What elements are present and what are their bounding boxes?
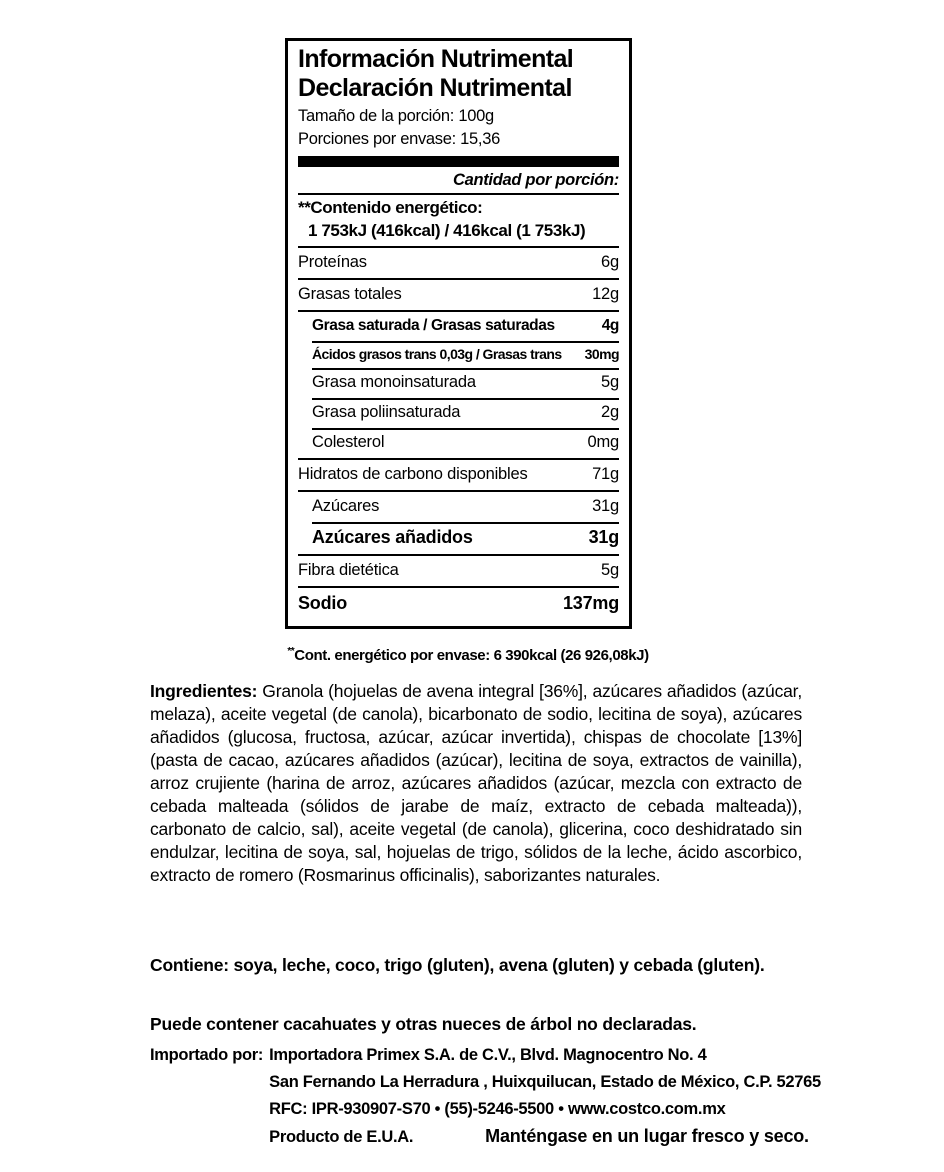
nutrient-label: Hidratos de carbono disponibles: [298, 464, 528, 483]
energy-content-title: **Contenido energético:: [298, 197, 483, 217]
importer-line-3: RFC: IPR-930907-S70 • (55)-5246-5500 • www.costco.com.mx: [269, 1100, 726, 1118]
panel-title-line2: Declaración Nutrimental: [298, 73, 572, 102]
nutrient-label: Ácidos grasos trans 0,03g / Grasas trans: [312, 345, 562, 362]
importer-line-1: Importadora Primex S.A. de C.V., Blvd. Magnocentro No. 4: [269, 1046, 707, 1064]
nutrient-row-trans-fat: [298, 341, 619, 368]
ingredients-text: Granola (hojuelas de avena integral [36%], azúcares añadidos (azúcar, melaza), aceite vegetal (de canola), bicarbonato de sodio, lecitina de soya), azúcares añadidos (glucosa, fructosa, azúcar, azúcar invertida), chispas de chocolate [13%] (pasta de cacao, azúcares añadidos (azúcar), lecitina de soya, extractos de vainilla), arroz crujiente (harina de arroz, azúcares añadidos (azúcar, mezcla con extracto de cebada malteada (sólidos de jarabe de maíz, extracto de cebada malteada)), carbonato de calcio, sal), aceite vegetal (de canola), glicerina, coco deshidratado sin endulzar, lecitina de soya, sal, hojuelas de trigo, sólidos de la leche, ácido ascorbico, extracto de romero (Rosmarinus officinalis), saborizantes naturales.: [150, 681, 802, 885]
nutrient-row-saturated-fat: [298, 310, 619, 341]
nutrition-facts-panel: [285, 38, 632, 629]
nutrient-value: 31g: [592, 496, 619, 515]
energy-content-block: [298, 193, 619, 246]
footnote-marker: **: [287, 646, 295, 657]
nutrient-value: 4g: [601, 316, 619, 334]
nutrient-value: 71g: [592, 464, 619, 483]
amount-per-serving-label: Cantidad por porción:: [452, 170, 619, 189]
ingredients-paragraph: [150, 680, 802, 887]
nutrient-row-monounsaturated-fat: [298, 368, 619, 398]
nutrient-label: Proteínas: [298, 252, 367, 271]
energy-per-container-footnote: [283, 646, 653, 664]
importer-lines: [269, 1042, 821, 1151]
nutrient-value: 0mg: [587, 432, 619, 451]
footnote-text: Cont. energético por envase: 6 390kcal (26 926,08kJ): [294, 647, 649, 664]
serving-info: [298, 105, 619, 151]
nutrient-value: 30mg: [584, 345, 619, 362]
nutrient-row-cholesterol: [298, 428, 619, 458]
nutrient-label: Grasa monoinsaturada: [312, 372, 476, 391]
nutrient-label: Azúcares: [312, 496, 380, 515]
importer-line-4: [269, 1123, 821, 1151]
nutrient-row-carbohydrates: [298, 458, 619, 490]
nutrient-value: 5g: [601, 560, 619, 579]
contains-statement: Contiene: soya, leche, coco, trigo (gluten), avena (gluten) y cebada (gluten).: [150, 955, 765, 975]
nutrient-label: Fibra dietética: [298, 560, 399, 579]
nutrient-value: 2g: [601, 402, 619, 421]
nutrient-value: 5g: [601, 372, 619, 391]
storage-instructions: Manténgase en un lugar fresco y seco.: [485, 1126, 809, 1146]
panel-title-line1: Información Nutrimental: [298, 45, 574, 73]
nutrient-label: Azúcares añadidos: [312, 526, 473, 547]
importer-label: Importado por:: [150, 1046, 264, 1064]
product-origin: Producto de E.U.A.: [269, 1128, 414, 1146]
ingredients-label: Ingredientes:: [150, 681, 258, 701]
servings-per-container: Porciones por envase: 15,36: [298, 129, 500, 148]
may-contain-statement: Puede contener cacahuates y otras nueces de árbol no declaradas.: [150, 1014, 697, 1034]
nutrient-row-total-fat: [298, 278, 619, 310]
nutrient-label: Colesterol: [312, 432, 385, 451]
energy-content-values: 1 753kJ (416kcal) / 416kcal (1 753kJ): [308, 220, 586, 240]
nutrient-row-added-sugars: [298, 522, 619, 554]
nutrient-row-polyunsaturated-fat: [298, 398, 619, 428]
importer-line-2: San Fernando La Herradura , Huixquilucan, Estado de México, C.P. 52765: [269, 1073, 821, 1091]
nutrient-row-dietary-fiber: [298, 554, 619, 586]
serving-size: Tamaño de la porción: 100g: [298, 107, 494, 125]
nutrient-label: Grasas totales: [298, 284, 402, 303]
nutrient-label: Sodio: [298, 592, 347, 613]
panel-title: [298, 45, 619, 102]
nutrient-row-proteins: [298, 246, 619, 278]
nutrient-label: Grasa saturada / Grasas saturadas: [312, 316, 555, 334]
nutrient-value: 6g: [601, 252, 619, 271]
nutrient-value: 137mg: [562, 592, 619, 613]
nutrient-value: 31g: [588, 526, 619, 547]
nutrient-label: Grasa poliinsaturada: [312, 402, 461, 421]
importer-block: [150, 1042, 890, 1151]
thick-divider-bar: [298, 156, 619, 167]
nutrient-row-sugars: [298, 490, 619, 522]
nutrient-row-sodium: [298, 586, 619, 620]
nutrient-value: 12g: [592, 284, 619, 303]
